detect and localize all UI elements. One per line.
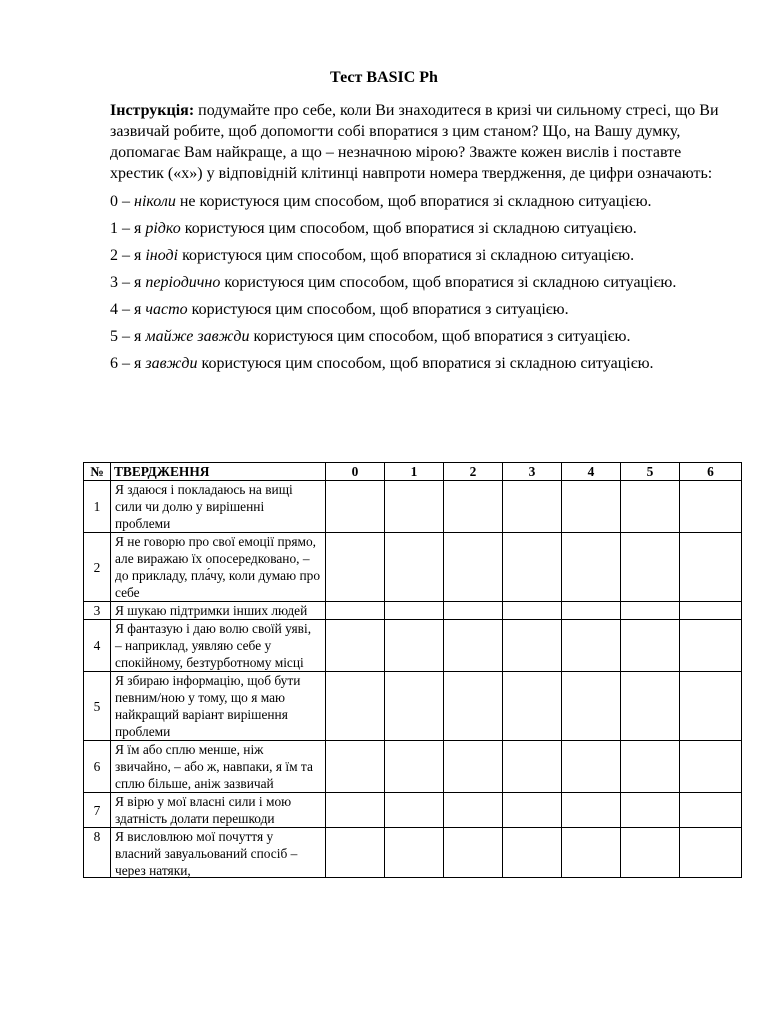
score-cell-1[interactable]: [385, 741, 444, 793]
row-number: 7: [84, 793, 111, 828]
instruction-paragraph: [110, 100, 720, 184]
score-cell-4[interactable]: [562, 828, 621, 878]
score-cell-0[interactable]: [326, 828, 385, 878]
score-cell-6[interactable]: [680, 793, 742, 828]
table-row: [84, 828, 742, 878]
score-cell-3[interactable]: [503, 620, 562, 672]
statement-cell: Я фантазую і даю волю своїй уяві, – наприклад, уявляю себе у спокійному, безтурботному місці: [111, 620, 326, 672]
row-number: 1: [84, 481, 111, 533]
row-number: 6: [84, 741, 111, 793]
score-cell-6[interactable]: [680, 602, 742, 620]
scale-option: [110, 245, 720, 266]
score-cell-4[interactable]: [562, 602, 621, 620]
scale-option-frequency: часто: [145, 301, 188, 318]
statement-cell: [111, 828, 326, 878]
score-cell-5[interactable]: [621, 672, 680, 741]
score-cell-6[interactable]: [680, 741, 742, 793]
score-cell-3[interactable]: [503, 481, 562, 533]
header-score-6: 6: [680, 463, 742, 481]
statement-cell: Я не говорю про свої емоції прямо, але виражаю їх опосередковано, – до прикладу, пла́чу, коли думаю про себе: [111, 533, 326, 602]
scale-option-text: користуюся цим способом, щоб впоратися з ситуацією.: [187, 301, 569, 318]
score-cell-1[interactable]: [385, 481, 444, 533]
table-row: [84, 533, 742, 602]
scale-option-frequency: завжди: [145, 355, 198, 372]
table-body: [84, 481, 742, 878]
score-cell-2[interactable]: [444, 533, 503, 602]
score-cell-1[interactable]: [385, 533, 444, 602]
score-cell-2[interactable]: [444, 481, 503, 533]
table-row: [84, 620, 742, 672]
table-header-row: [84, 463, 742, 481]
score-cell-0[interactable]: [326, 793, 385, 828]
score-cell-3[interactable]: [503, 602, 562, 620]
page-title: Тест BASIC Ph: [330, 69, 438, 86]
scale-option-frequency: періодично: [145, 274, 221, 291]
scale-option: [110, 299, 720, 320]
statement-cell: Я їм або сплю менше, ніж звичайно, – або ж, навпаки, я їм та сплю більше, аніж зазвичай: [111, 741, 326, 793]
score-cell-3[interactable]: [503, 828, 562, 878]
score-cell-1[interactable]: [385, 672, 444, 741]
score-cell-5[interactable]: [621, 741, 680, 793]
scale-option-frequency: ніколи: [134, 193, 176, 210]
header-score-3: 3: [503, 463, 562, 481]
scale-option-prefix: 0 –: [110, 193, 134, 210]
row-number: 2: [84, 533, 111, 602]
score-cell-5[interactable]: [621, 533, 680, 602]
score-cell-6[interactable]: [680, 481, 742, 533]
scale-option-frequency: майже завжди: [145, 328, 250, 345]
header-number: №: [84, 463, 111, 481]
statements-table: [83, 462, 742, 878]
header-score-0: 0: [326, 463, 385, 481]
scale-option-text: користуюся цим способом, щоб впоратися з ситуацією.: [249, 328, 631, 345]
score-cell-0[interactable]: [326, 741, 385, 793]
score-cell-3[interactable]: [503, 533, 562, 602]
header-score-5: 5: [621, 463, 680, 481]
table-row: [84, 672, 742, 741]
scale-option: [110, 218, 720, 239]
score-cell-3[interactable]: [503, 672, 562, 741]
header-score-2: 2: [444, 463, 503, 481]
scale-option-prefix: 5 – я: [110, 328, 146, 345]
statement-text: Я висловлюю мої почуття у власний завуальований спосіб – через натяки,: [115, 829, 298, 877]
scale-option-text: користуюся цим способом, щоб впоратися зі складною ситуацією.: [197, 355, 654, 372]
statement-cell: Я шукаю підтримки інших людей: [111, 602, 326, 620]
statement-cell: Я здаюся і покладаюсь на вищі сили чи долю у вирішенні проблеми: [111, 481, 326, 533]
score-cell-0[interactable]: [326, 533, 385, 602]
row-number: 8: [84, 828, 111, 878]
score-cell-5[interactable]: [621, 481, 680, 533]
score-cell-2[interactable]: [444, 828, 503, 878]
score-cell-0[interactable]: [326, 481, 385, 533]
score-cell-5[interactable]: [621, 793, 680, 828]
scale-option-prefix: 6 – я: [110, 355, 146, 372]
score-cell-6[interactable]: [680, 533, 742, 602]
scale-option-frequency: іноді: [145, 247, 179, 264]
table-row: [84, 481, 742, 533]
row-number: 5: [84, 672, 111, 741]
score-cell-0[interactable]: [326, 672, 385, 741]
scale-option: [110, 191, 720, 212]
instruction-text: подумайте про себе, коли Ви знаходитеся в кризі чи сильному стресі, що Ви зазвичай робите, щоб допомогти собі впоратися з цим станом? Що, на Вашу думку, допомагає Вам найкраще, а що – незначною мірою? Зважте кожен вислів і поставте хрестик («х») у відповідній клітинці навпроти номера твердження, де цифри означають:: [110, 102, 719, 182]
score-cell-3[interactable]: [503, 741, 562, 793]
score-cell-4[interactable]: [562, 672, 621, 741]
table-row: [84, 793, 742, 828]
statement-cell: Я вірю у мої власні сили і мою здатність долати перешкоди: [111, 793, 326, 828]
score-cell-2[interactable]: [444, 672, 503, 741]
score-cell-5[interactable]: [621, 828, 680, 878]
score-cell-2[interactable]: [444, 793, 503, 828]
score-cell-1[interactable]: [385, 620, 444, 672]
scale-option-text: користуюся цим способом, щоб впоратися зі складною ситуацією.: [220, 274, 677, 291]
scale-option: [110, 353, 720, 374]
score-cell-6[interactable]: [680, 620, 742, 672]
instruction-label: Інструкція:: [110, 102, 195, 119]
scale-option-text: користуюся цим способом, щоб впоратися зі складною ситуацією.: [178, 247, 635, 264]
score-cell-2[interactable]: [444, 602, 503, 620]
score-cell-0[interactable]: [326, 620, 385, 672]
scale-option: [110, 272, 720, 293]
score-cell-2[interactable]: [444, 741, 503, 793]
scale-option-text: не користуюся цим способом, щоб впоратися зі складною ситуацією.: [175, 193, 652, 210]
header-score-1: 1: [385, 463, 444, 481]
score-cell-5[interactable]: [621, 602, 680, 620]
scale-legend: [110, 191, 720, 374]
scale-option-prefix: 1 – я: [110, 220, 146, 237]
table-row: [84, 602, 742, 620]
scale-option-text: користуюся цим способом, щоб впоратися зі складною ситуацією.: [180, 220, 637, 237]
score-cell-1[interactable]: [385, 828, 444, 878]
score-cell-1[interactable]: [385, 602, 444, 620]
header-score-4: 4: [562, 463, 621, 481]
scale-option-prefix: 3 – я: [110, 274, 146, 291]
score-cell-6[interactable]: [680, 672, 742, 741]
score-cell-5[interactable]: [621, 620, 680, 672]
instructions: [110, 100, 720, 380]
score-cell-4[interactable]: [562, 741, 621, 793]
statement-cell: Я збираю інформацію, щоб бути певним/ною у тому, що я маю найкращий варіант вирішення проблеми: [111, 672, 326, 741]
scale-option: [110, 326, 720, 347]
score-cell-0[interactable]: [326, 602, 385, 620]
score-cell-4[interactable]: [562, 620, 621, 672]
row-number: 3: [84, 602, 111, 620]
score-cell-4[interactable]: [562, 793, 621, 828]
score-cell-6[interactable]: [680, 828, 742, 878]
row-number: 4: [84, 620, 111, 672]
scale-option-prefix: 2 – я: [110, 247, 146, 264]
score-cell-4[interactable]: [562, 481, 621, 533]
score-cell-4[interactable]: [562, 533, 621, 602]
header-statement: ТВЕРДЖЕННЯ: [111, 463, 326, 481]
scale-option-frequency: рідко: [145, 220, 181, 237]
scale-option-prefix: 4 – я: [110, 301, 146, 318]
score-cell-1[interactable]: [385, 793, 444, 828]
table-row: [84, 741, 742, 793]
score-cell-2[interactable]: [444, 620, 503, 672]
score-cell-3[interactable]: [503, 793, 562, 828]
